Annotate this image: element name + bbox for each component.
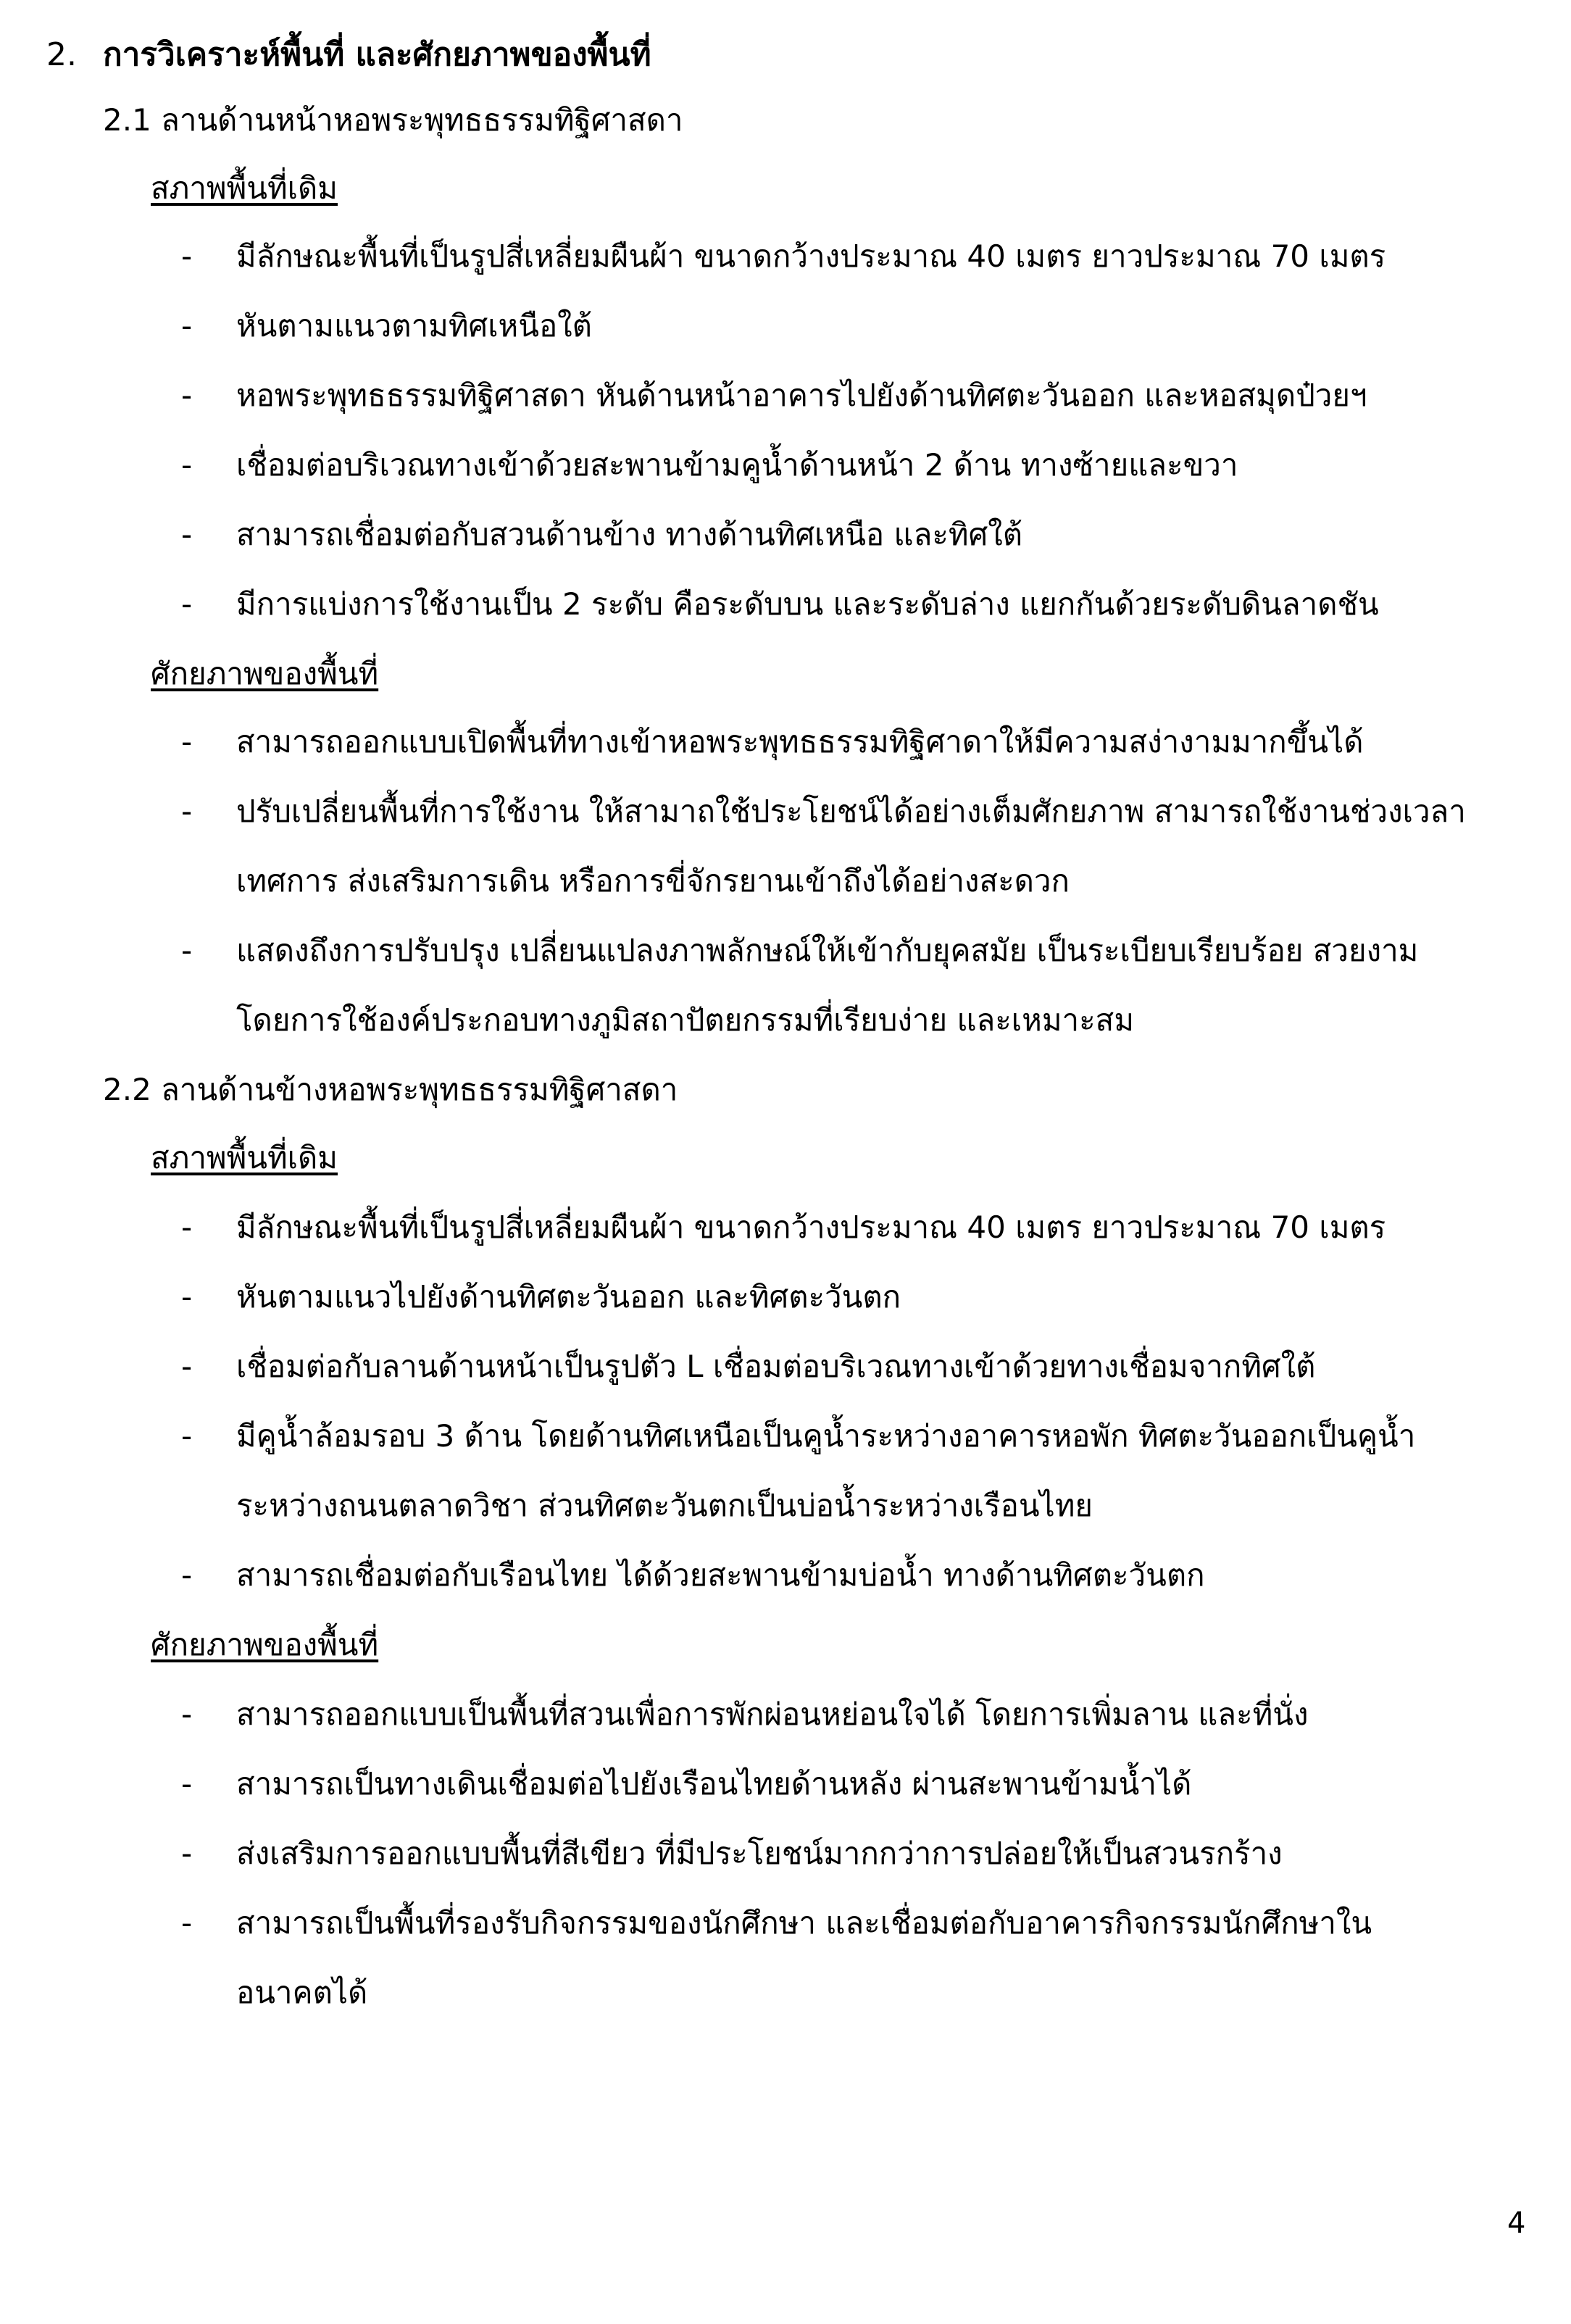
potential-label-2-1: ศักยภาพของพื้นที่ (151, 656, 379, 691)
list-item: สามารถเชื่อมต่อกับสวนด้านข้าง ทางด้านทิศเหนือ และทิศใต้ (236, 517, 1023, 552)
bullet-dash: - (181, 1279, 193, 1315)
bullet-dash: - (181, 1349, 193, 1384)
list-item-continuation: ระหว่างถนนตลาดวิชา ส่วนทิศตะวันตกเป็นบ่อน้ำระหว่างเรือนไทย (236, 1488, 1093, 1523)
list-item: มีลักษณะพื้นที่เป็นรูปสี่เหลี่ยมผืนผ้า ขนาดกว้างประมาณ 40 เมตร ยาวประมาณ 70 เมตร (236, 1209, 1386, 1245)
page-number: 4 (1507, 2207, 1526, 2240)
potential-label-2-2: ศักยภาพของพื้นที่ (151, 1627, 379, 1662)
list-item: สามารถเป็นทางเดินเชื่อมต่อไปยังเรือนไทยด้านหลัง ผ่านสะพานข้ามน้ำได้ (236, 1766, 1192, 1802)
list-item: หันตามแนวตามทิศเหนือใต้ (236, 308, 592, 343)
list-item-continuation: เทศการ ส่งเสริมการเดิน หรือการขี่จักรยานเข้าถึงได้อย่างสะดวก (236, 863, 1070, 899)
section-heading (46, 33, 651, 77)
bullet-dash: - (181, 517, 193, 552)
bullet-dash: - (181, 1696, 193, 1732)
list-item: ส่งเสริมการออกแบบพื้นที่สีเขียว ที่มีประโยชน์มากกว่าการปล่อยให้เป็นสวนรกร้าง (236, 1836, 1283, 1871)
bullet-dash: - (181, 1836, 193, 1871)
list-item: หอพระพุทธธรรมทิฐิศาสดา หันด้านหน้าอาคารไปยังด้านทิศตะวันออก และหอสมุดป๋วยฯ (236, 378, 1367, 413)
bullet-dash: - (181, 378, 193, 413)
list-item: มีลักษณะพื้นที่เป็นรูปสี่เหลี่ยมผืนผ้า ขนาดกว้างประมาณ 40 เมตร ยาวประมาณ 70 เมตร (236, 238, 1386, 274)
list-item-continuation: อนาคตได้ (236, 1975, 368, 2010)
section-title: การวิเคราะห์พื้นที่ และศักยภาพของพื้นที่ (103, 36, 651, 73)
list-item: มีการแบ่งการใช้งานเป็น 2 ระดับ คือระดับบน และระดับล่าง แยกกันด้วยระดับดินลาดชัน (236, 586, 1379, 622)
bullet-dash: - (181, 1557, 193, 1593)
list-item: สามารถเชื่อมต่อกับเรือนไทย ได้ด้วยสะพานข้ามบ่อน้ำ ทางด้านทิศตะวันตก (236, 1557, 1205, 1593)
existing-label-2-1: สภาพพื้นที่เดิม (151, 170, 338, 206)
bullet-dash: - (181, 308, 193, 343)
bullet-dash: - (181, 1418, 193, 1454)
list-item: มีคูน้ำล้อมรอบ 3 ด้าน โดยด้านทิศเหนือเป็นคูน้ำระหว่างอาคารหอพัก ทิศตะวันออกเป็นคูน้ำ (236, 1418, 1416, 1454)
list-item-continuation: โดยการใช้องค์ประกอบทางภูมิสถาปัตยกรรมที่เรียบง่าย และเหมาะสม (236, 1002, 1134, 1038)
list-item: สามารถออกแบบเป็นพื้นที่สวนเพื่อการพักผ่อนหย่อนใจได้ โดยการเพิ่มลาน และที่นั่ง (236, 1696, 1309, 1732)
list-item: เชื่อมต่อกับลานด้านหน้าเป็นรูปตัว L เชื่อมต่อบริเวณทางเข้าด้วยทางเชื่อมจากทิศใต้ (236, 1349, 1316, 1384)
bullet-dash: - (181, 447, 193, 483)
list-item: เชื่อมต่อบริเวณทางเข้าด้วยสะพานข้ามคูน้ำด้านหน้า 2 ด้าน ทางซ้ายและขวา (236, 447, 1238, 483)
list-item: แสดงถึงการปรับปรุง เปลี่ยนแปลงภาพลักษณ์ให้เข้ากับยุคสมัย เป็นระเบียบเรียบร้อย สวยงาม (236, 933, 1419, 968)
list-item: สามารถเป็นพื้นที่รองรับกิจกรรมของนักศึกษา และเชื่อมต่อกับอาคารกิจกรรมนักศึกษาใน (236, 1905, 1372, 1941)
bullet-dash: - (181, 1209, 193, 1245)
bullet-dash: - (181, 1766, 193, 1802)
bullet-dash: - (181, 238, 193, 274)
section-number: 2. (46, 36, 77, 73)
subsection-heading-2-1: 2.1 ลานด้านหน้าหอพระพุทธธรรมทิฐิศาสดา (103, 102, 683, 138)
bullet-dash: - (181, 1905, 193, 1941)
existing-label-2-2: สภาพพื้นที่เดิม (151, 1140, 338, 1175)
list-item: ปรับเปลี่ยนพื้นที่การใช้งาน ให้สามาถใช้ประโยชน์ได้อย่างเต็มศักยภาพ สามารถใช้งานช่วงเวลา (236, 794, 1466, 829)
list-item: สามารถออกแบบเปิดพื้นที่ทางเข้าหอพระพุทธธรรมทิฐิศาดาให้มีความสง่างามมากขึ้นได้ (236, 724, 1364, 759)
bullet-dash: - (181, 794, 193, 829)
bullet-dash: - (181, 724, 193, 759)
bullet-dash: - (181, 586, 193, 622)
list-item: หันตามแนวไปยังด้านทิศตะวันออก และทิศตะวันตก (236, 1279, 901, 1315)
subsection-heading-2-2: 2.2 ลานด้านข้างหอพระพุทธธรรมทิฐิศาสดา (103, 1072, 678, 1107)
bullet-dash: - (181, 933, 193, 968)
